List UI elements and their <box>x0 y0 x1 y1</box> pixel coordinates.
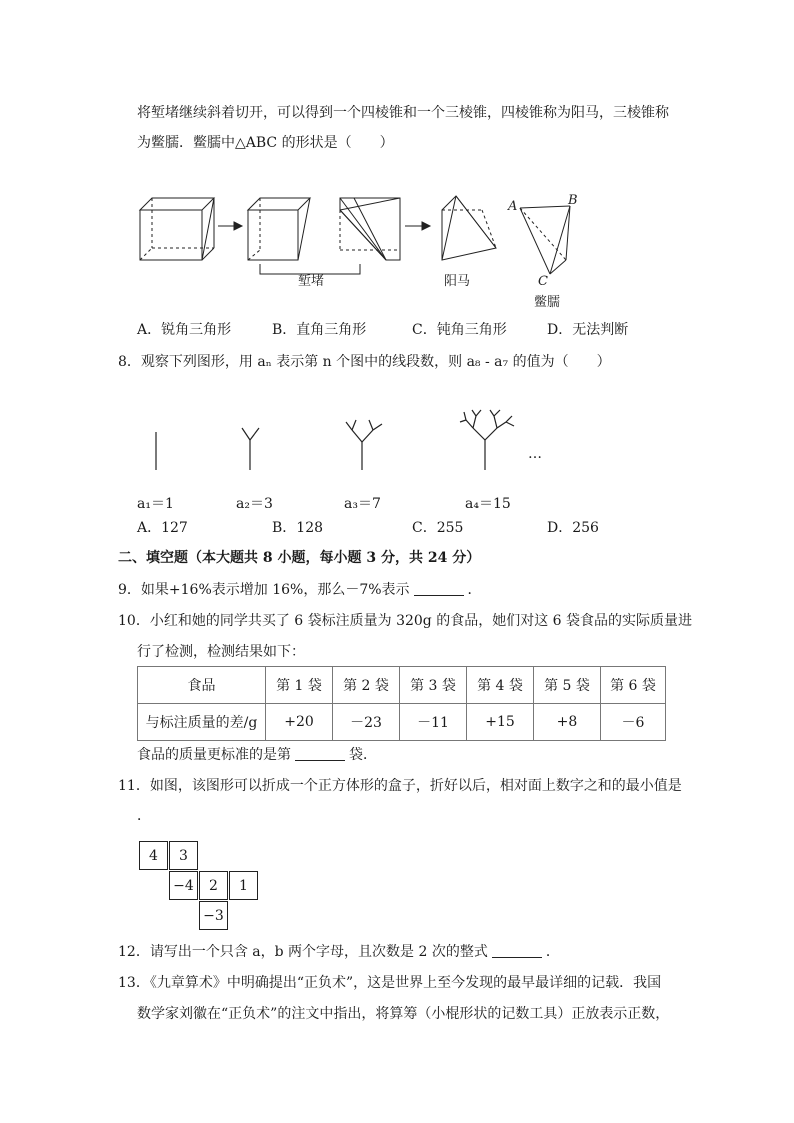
q13-stem-line2: 数学家刘徽在“正负术”的注文中指出，将算筹（小棍形状的记数工具）正放表示正数， <box>137 1006 670 1022</box>
qiandu-figure-1 <box>248 198 310 260</box>
q8-option-c: C．255 <box>412 520 464 536</box>
label-yangma: 阳马 <box>444 274 471 289</box>
q9-end: ． <box>467 582 482 598</box>
q7-option-c: C．钝角三角形 <box>412 322 507 338</box>
q13-stem-line1: 13．《九章算术》中明确提出“正负术”，这是世界上至今发现的最早最详细的记载．我国 <box>118 975 662 991</box>
q10-after-suffix: 袋． <box>349 747 377 763</box>
q8-option-b: B．128 <box>272 520 324 536</box>
q7-stem-line1: 将堑堵继续斜着切开，可以得到一个四棱锥和一个三棱锥，四棱锥称为阳马，三棱锥称 <box>137 105 669 121</box>
q8-stem: 8．观察下列图形，用 aₙ 表示第 n 个图中的线段数，则 a₈ - a₇ 的值为（ ） <box>118 354 611 370</box>
label-qiandu: 堑堵 <box>298 274 325 289</box>
q12-answer-blank[interactable] <box>492 943 542 958</box>
q8-option-a: A．127 <box>137 520 188 536</box>
q10-answer-blank[interactable] <box>295 746 345 761</box>
label-bienao: 鳖臑 <box>534 295 561 310</box>
q7-option-a: A．锐角三角形 <box>137 322 232 338</box>
section-2-title: 二、填空题（本大题共 8 小题，每小题 3 分，共 24 分） <box>118 550 481 566</box>
net-cell: 2 <box>199 871 228 900</box>
q12-end: ． <box>545 944 560 960</box>
q7-stem-line2: 为鳖臑．鳖臑中△ABC 的形状是（ ） <box>137 135 394 151</box>
table-cell: －6 <box>601 704 666 741</box>
q7-option-d: D．无法判断 <box>547 322 629 338</box>
table-cell: －11 <box>400 704 467 741</box>
tree-4 <box>460 410 514 470</box>
q10-after-prefix: 食品的质量更标准的是第 <box>137 747 291 763</box>
table-cell: +15 <box>467 704 534 741</box>
net-cell: 4 <box>139 841 168 870</box>
q10-stem-line1: 10．小红和她的同学共买了 6 袋标注质量为 320g 的食品，她们对这 6 袋食品的实际质量进 <box>118 613 693 629</box>
q8-label-a2: a₂＝3 <box>236 496 273 512</box>
q11-cube-net <box>139 841 264 931</box>
net-cell: −4 <box>169 871 198 900</box>
net-cell: 1 <box>229 871 258 900</box>
table-cell: 与标注质量的差/g <box>138 704 266 741</box>
cube-figure <box>140 198 214 260</box>
table-cell: +8 <box>534 704 601 741</box>
table-header-cell: 第 5 袋 <box>534 667 601 704</box>
tree-2 <box>242 428 259 470</box>
table-row <box>138 704 666 741</box>
q8-label-a3: a₃＝7 <box>344 496 381 512</box>
q12-stem: 12．请写出一个只含 a，b 两个字母，且次数是 2 次的整式 <box>118 944 488 960</box>
table-cell: +20 <box>266 704 333 741</box>
net-cell: −3 <box>199 901 228 930</box>
table-header-cell: 第 3 袋 <box>400 667 467 704</box>
q9-stem: 9．如果+16%表示增加 16%，那么－7%表示 <box>118 582 410 598</box>
q7-figure <box>130 188 610 313</box>
q12-text <box>118 942 560 962</box>
q9-answer-blank[interactable] <box>414 581 464 596</box>
q10-stem-line2: 行了检测，检测结果如下： <box>137 644 305 660</box>
qiandu-figure-2 <box>340 198 400 260</box>
q11-stem-line2: ． <box>137 808 151 824</box>
q8-label-a4: a₄＝15 <box>465 496 511 512</box>
table-header-cell: 第 1 袋 <box>266 667 333 704</box>
q10-table <box>137 666 666 741</box>
q8-option-d: D．256 <box>547 520 599 536</box>
q7-option-b: B．直角三角形 <box>272 322 367 338</box>
yangma-figure <box>442 196 496 260</box>
q8-label-a1: a₁＝1 <box>137 496 174 512</box>
table-header-cell: 第 6 袋 <box>601 667 666 704</box>
tree-3 <box>346 420 382 470</box>
q10-after <box>137 745 377 765</box>
label-C: C <box>538 274 548 289</box>
q11-stem-line1: 11．如图，该图形可以折成一个正方体形的盒子，折好以后，相对面上数字之和的最小值是 <box>118 778 682 794</box>
net-cell: 3 <box>169 841 198 870</box>
table-header-row <box>138 667 666 704</box>
table-header-cell: 第 4 袋 <box>467 667 534 704</box>
q9-text <box>118 580 482 600</box>
bienao-figure <box>520 206 570 274</box>
table-header-cell: 第 2 袋 <box>333 667 400 704</box>
q8-tree-figure <box>130 400 560 480</box>
table-header-cell: 食品 <box>138 667 266 704</box>
table-cell: －23 <box>333 704 400 741</box>
label-A: A <box>508 199 518 214</box>
label-B: B <box>568 193 578 208</box>
q8-ellipsis: … <box>528 446 542 462</box>
